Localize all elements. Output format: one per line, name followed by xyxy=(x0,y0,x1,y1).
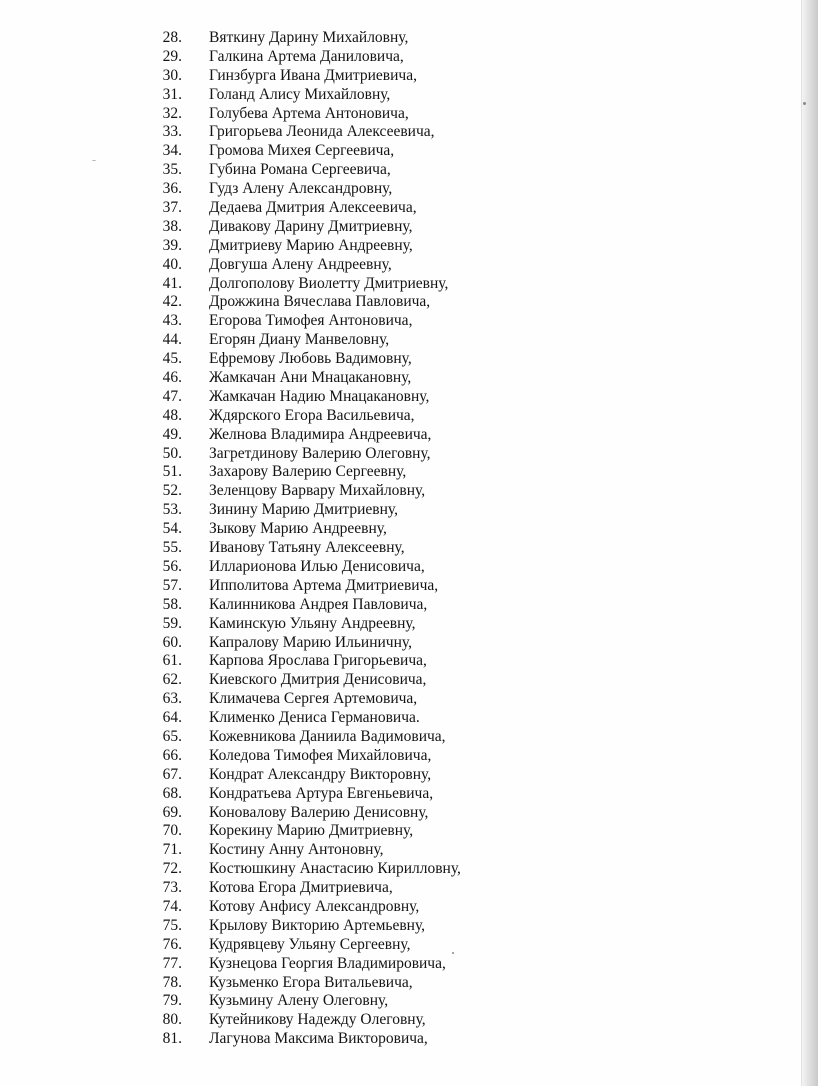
list-item xyxy=(158,822,461,841)
list-item xyxy=(158,841,461,860)
list-item-name: Котова Егора Дмитриевича, xyxy=(209,879,393,897)
list-item xyxy=(158,445,461,464)
list-item xyxy=(158,407,461,426)
list-item-name: Кутейникову Надежду Олеговну, xyxy=(209,1011,426,1029)
list-item xyxy=(158,615,461,634)
list-item xyxy=(158,1011,461,1030)
list-item-name: Губина Романа Сергеевича, xyxy=(209,161,391,179)
list-item-number: 61. xyxy=(162,652,182,670)
list-item xyxy=(158,331,461,350)
list-item-name: Коновалову Валерию Денисовну, xyxy=(209,803,429,821)
list-item-number: 35. xyxy=(162,161,182,179)
list-item-number: 55. xyxy=(162,539,182,557)
list-item-name: Климачева Сергея Артемовича, xyxy=(209,690,418,708)
list-item-name: Клименко Дениса Германовича. xyxy=(209,709,420,727)
list-item-name: Кожевникова Даниила Вадимовича, xyxy=(209,727,446,745)
list-item-name: Зыкову Марию Андреевну, xyxy=(209,520,387,538)
list-item-number: 50. xyxy=(162,444,182,462)
list-item-name: Григорьева Леонида Алексеевича, xyxy=(209,123,435,141)
scan-speck xyxy=(803,102,806,105)
list-item xyxy=(158,161,461,180)
list-item-number: 38. xyxy=(162,217,182,235)
list-item xyxy=(158,369,461,388)
list-item-number: 66. xyxy=(162,746,182,764)
list-item xyxy=(158,766,461,785)
list-item-number: 79. xyxy=(162,992,182,1010)
list-item-number: 57. xyxy=(162,576,182,594)
list-item xyxy=(158,596,461,615)
list-item-number: 74. xyxy=(162,897,182,915)
list-item-number: 59. xyxy=(162,614,182,632)
list-item xyxy=(158,747,461,766)
list-item xyxy=(158,860,461,879)
list-item-name: Гинзбурга Ивана Дмитриевича, xyxy=(209,66,417,84)
list-item-name: Ждярского Егора Васильевича, xyxy=(209,406,415,424)
list-item-number: 43. xyxy=(162,312,182,330)
list-item-name: Зеленцову Варвару Михайловну, xyxy=(209,482,426,500)
list-item-name: Громова Михея Сергеевича, xyxy=(209,142,395,160)
list-item xyxy=(158,879,461,898)
list-item-number: 28. xyxy=(162,29,182,46)
list-item-number: 80. xyxy=(162,1011,182,1029)
list-item xyxy=(158,1030,461,1049)
list-item xyxy=(158,293,461,312)
list-item-number: 37. xyxy=(162,199,182,217)
list-item xyxy=(158,804,461,823)
list-item-name: Дедаева Дмитрия Алексеевича, xyxy=(209,199,417,217)
list-item-number: 78. xyxy=(162,973,182,991)
list-item-name: Костюшкину Анастасию Кирилловну, xyxy=(209,860,461,878)
scan-edge-shadow xyxy=(802,0,818,1086)
list-item-name: Загретдинову Валерию Олеговну, xyxy=(209,444,431,462)
list-item-name: Вяткину Дарину Михайловну, xyxy=(209,29,409,46)
list-item-number: 32. xyxy=(162,104,182,122)
list-item xyxy=(158,105,461,124)
list-item xyxy=(158,237,461,256)
list-item-number: 68. xyxy=(162,784,182,802)
list-item-number: 65. xyxy=(162,727,182,745)
list-item-number: 29. xyxy=(162,47,182,65)
list-item-number: 70. xyxy=(162,822,182,840)
list-item-name: Кондратьева Артура Евгеньевича, xyxy=(209,784,434,802)
list-item-number: 39. xyxy=(162,236,182,254)
list-item-name: Жамкачан Надию Мнацакановну, xyxy=(209,387,430,405)
list-item-number: 31. xyxy=(162,85,182,103)
list-item-name: Долгополову Виолетту Дмитриевну, xyxy=(209,274,449,292)
list-item-name: Захарову Валерию Сергеевну, xyxy=(209,463,407,481)
list-item xyxy=(158,917,461,936)
list-item-name: Иванову Татьяну Алексеевну, xyxy=(209,539,405,557)
list-item xyxy=(158,539,461,558)
list-item xyxy=(158,218,461,237)
list-item-name: Крылову Викторию Артемьевну, xyxy=(209,916,426,934)
list-item-name: Илларионова Илью Денисовича, xyxy=(209,557,425,575)
list-item-number: 75. xyxy=(162,916,182,934)
list-item xyxy=(158,86,461,105)
list-item-name: Костину Анну Антоновну, xyxy=(209,841,384,859)
list-item xyxy=(158,275,461,294)
list-item-name: Ефремову Любовь Вадимовну, xyxy=(209,350,412,368)
list-item-name: Котову Анфису Александровну, xyxy=(209,897,420,915)
list-item-number: 42. xyxy=(162,293,182,311)
list-item-number: 56. xyxy=(162,557,182,575)
list-item xyxy=(158,426,461,445)
list-item xyxy=(158,558,461,577)
list-item xyxy=(158,350,461,369)
list-item-number: 64. xyxy=(162,709,182,727)
list-item xyxy=(158,936,461,955)
list-item-name: Зинину Марию Дмитриевну, xyxy=(209,501,398,519)
list-item-name: Ипполитова Артема Дмитриевича, xyxy=(209,576,439,594)
list-item-number: 76. xyxy=(162,935,182,953)
list-item-number: 77. xyxy=(162,954,182,972)
list-item xyxy=(158,955,461,974)
list-item xyxy=(158,520,461,539)
list-item-number: 30. xyxy=(162,66,182,84)
list-item-name: Кузьменко Егора Витальевича, xyxy=(209,973,413,991)
list-item-number: 40. xyxy=(162,255,182,273)
list-item-name: Дмитриеву Марию Андреевну, xyxy=(209,236,413,254)
list-item-name: Карпова Ярослава Григорьевича, xyxy=(209,652,427,670)
list-item xyxy=(158,690,461,709)
list-item-name: Егорян Диану Манвеловну, xyxy=(209,331,390,349)
list-item xyxy=(158,388,461,407)
list-item-number: 67. xyxy=(162,765,182,783)
list-item xyxy=(158,785,461,804)
list-item-name: Киевского Дмитрия Денисовича, xyxy=(209,671,427,689)
list-item-number: 36. xyxy=(162,180,182,198)
list-item-number: 71. xyxy=(162,841,182,859)
list-item-number: 41. xyxy=(162,274,182,292)
list-item xyxy=(158,577,461,596)
name-list xyxy=(158,29,461,1049)
list-item-name: Корекину Марию Дмитриевну, xyxy=(209,822,414,840)
list-item-number: 81. xyxy=(162,1030,182,1048)
list-item xyxy=(158,898,461,917)
list-item xyxy=(158,482,461,501)
list-item xyxy=(158,992,461,1011)
list-item-name: Егорова Тимофея Антоновича, xyxy=(209,312,413,330)
list-item-number: 58. xyxy=(162,595,182,613)
list-item xyxy=(158,634,461,653)
list-item xyxy=(158,652,461,671)
list-item-number: 52. xyxy=(162,482,182,500)
list-item-number: 45. xyxy=(162,350,182,368)
list-item-name: Лагунова Максима Викторовича, xyxy=(209,1030,428,1048)
list-item-number: 34. xyxy=(162,142,182,160)
list-item-name: Кондрат Александру Викторовну, xyxy=(209,765,432,783)
list-item-number: 44. xyxy=(162,331,182,349)
list-item-name: Кузьмину Алену Олеговну, xyxy=(209,992,389,1010)
list-item-name: Довгуша Алену Андреевну, xyxy=(209,255,392,273)
list-item-name: Голубева Артема Антоновича, xyxy=(209,104,409,122)
list-item-name: Дрожжина Вячеслава Павловича, xyxy=(209,293,431,311)
list-item xyxy=(158,67,461,86)
list-item-number: 60. xyxy=(162,633,182,651)
list-item xyxy=(158,671,461,690)
list-item-name: Дивакову Дарину Дмитриевну, xyxy=(209,217,413,235)
list-item-name: Гудз Алену Александровну, xyxy=(209,180,393,198)
list-item-number: 48. xyxy=(162,406,182,424)
list-item xyxy=(158,256,461,275)
list-item-number: 53. xyxy=(162,501,182,519)
list-item-number: 54. xyxy=(162,520,182,538)
list-item-number: 72. xyxy=(162,860,182,878)
list-item-name: Кудрявцеву Ульяну Сергеевну, xyxy=(209,935,411,953)
list-item xyxy=(158,48,461,67)
list-item-number: 51. xyxy=(162,463,182,481)
list-item-name: Желнова Владимира Андреевича, xyxy=(209,425,432,443)
scan-speck xyxy=(92,160,96,161)
list-item xyxy=(158,199,461,218)
list-item-number: 63. xyxy=(162,690,182,708)
list-item xyxy=(158,123,461,142)
list-item xyxy=(158,312,461,331)
list-item xyxy=(158,728,461,747)
list-item-name: Калинникова Андрея Павловича, xyxy=(209,595,428,613)
list-item-name: Капралову Марию Ильиничну, xyxy=(209,633,412,651)
list-item-number: 49. xyxy=(162,425,182,443)
list-item xyxy=(158,501,461,520)
list-item xyxy=(158,180,461,199)
list-item xyxy=(158,709,461,728)
list-item-name: Каминскую Ульяну Андреевну, xyxy=(209,614,416,632)
list-item-name: Голанд Алису Михайловну, xyxy=(209,85,391,103)
list-item xyxy=(158,29,461,48)
list-item-name: Коледова Тимофея Михайловича, xyxy=(209,746,432,764)
list-item-number: 33. xyxy=(162,123,182,141)
list-item xyxy=(158,463,461,482)
list-item-name: Жамкачан Ани Мнацакановну, xyxy=(209,369,412,387)
list-item xyxy=(158,974,461,993)
list-item-name: Галкина Артема Даниловича, xyxy=(209,47,404,65)
list-item-number: 69. xyxy=(162,803,182,821)
list-item-number: 47. xyxy=(162,387,182,405)
list-item-number: 62. xyxy=(162,671,182,689)
list-item-number: 46. xyxy=(162,369,182,387)
list-item xyxy=(158,142,461,161)
list-item-name: Кузнецова Георгия Владимировича, xyxy=(209,954,446,972)
list-item-number: 73. xyxy=(162,879,182,897)
